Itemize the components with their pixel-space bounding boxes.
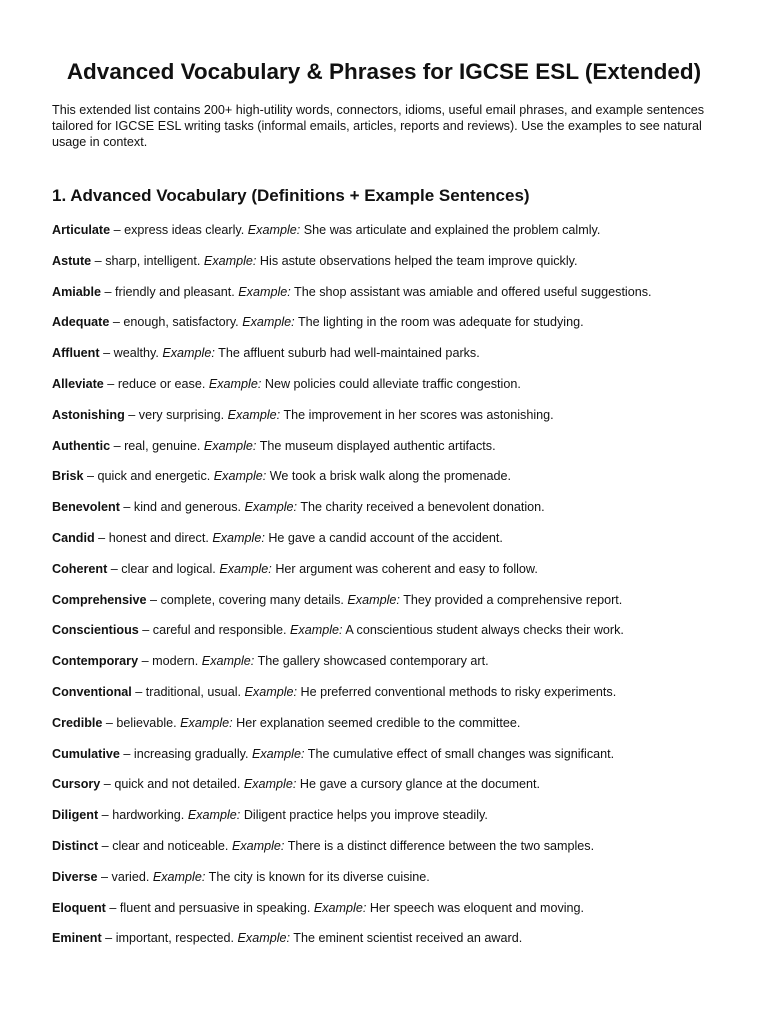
- vocab-definition: very surprising.: [138, 407, 225, 422]
- vocab-term: Eloquent: [52, 900, 106, 915]
- vocab-term: Adequate: [52, 315, 110, 330]
- intro-paragraph: This extended list contains 200+ high-utility words, connectors, idioms, useful email phrases, and example sentences tailored for IGCSE ESL writing tasks (informal emails, articles, reports and reviews). Use the examples to see natural usage in context.: [52, 103, 705, 149]
- vocab-example: Her explanation seemed credible to the committee.: [236, 715, 521, 730]
- entry-dash: –: [98, 838, 113, 853]
- vocab-term: Cumulative: [52, 746, 120, 761]
- vocab-entry: [52, 530, 716, 546]
- vocab-term: Eminent: [52, 931, 102, 946]
- vocab-definition: quick and energetic.: [97, 469, 211, 484]
- vocab-definition: wealthy.: [113, 346, 159, 361]
- vocab-example: Her speech was eloquent and moving.: [369, 900, 585, 915]
- example-label: Example:: [247, 223, 301, 237]
- vocab-term: Conscientious: [52, 623, 139, 638]
- vocab-definition: express ideas clearly.: [124, 223, 245, 237]
- vocab-term: Affluent: [52, 346, 100, 361]
- document-title: Advanced Vocabulary & Phrases for IGCSE ESL (Extended): [66, 59, 702, 84]
- example-label: Example:: [251, 746, 305, 761]
- vocab-definition: complete, covering many details.: [160, 592, 344, 607]
- vocab-example: The eminent scientist received an award.: [293, 931, 523, 946]
- vocab-example: The improvement in her scores was astonishing.: [283, 407, 554, 422]
- example-label: Example:: [242, 315, 295, 330]
- vocab-example: She was articulate and explained the problem calmly.: [303, 223, 601, 237]
- vocab-term: Comprehensive: [52, 592, 147, 607]
- vocab-entry: [52, 807, 716, 823]
- vocab-entry: [52, 684, 716, 700]
- vocab-definition: varied.: [111, 869, 150, 884]
- example-label: Example:: [187, 808, 241, 823]
- vocab-term: Amiable: [52, 284, 101, 299]
- example-label: Example:: [219, 561, 272, 576]
- example-label: Example:: [180, 715, 233, 730]
- example-label: Example:: [313, 900, 367, 915]
- vocab-example: A conscientious student always checks their work.: [345, 623, 624, 638]
- entry-dash: –: [103, 376, 118, 391]
- example-label: Example:: [347, 592, 400, 607]
- vocab-term: Diligent: [52, 808, 99, 823]
- entry-dash: –: [105, 900, 120, 915]
- example-label: Example:: [203, 253, 257, 268]
- vocab-entry: [52, 407, 716, 423]
- vocab-term: Diverse: [52, 869, 98, 884]
- vocab-term: Credible: [52, 715, 103, 730]
- vocab-term: Authentic: [52, 438, 111, 453]
- entry-dash: –: [138, 654, 153, 669]
- vocab-entry: [52, 284, 716, 300]
- vocab-entry: [52, 930, 716, 946]
- vocab-term: Astute: [52, 253, 92, 268]
- entry-dash: –: [98, 808, 113, 823]
- vocab-example: He preferred conventional methods to risky experiments.: [300, 684, 617, 699]
- vocab-entry: [52, 345, 716, 361]
- vocab-entry: [52, 746, 716, 762]
- vocab-example: The affluent suburb had well-maintained parks.: [218, 346, 480, 361]
- entry-dash: –: [97, 869, 112, 884]
- example-label: Example:: [237, 931, 291, 946]
- vocab-definition: sharp, intelligent.: [105, 253, 201, 268]
- vocab-entry: [52, 715, 716, 731]
- vocab-definition: kind and generous.: [133, 500, 242, 515]
- vocab-example: There is a distinct difference between the two samples.: [287, 838, 595, 853]
- example-label: Example:: [162, 346, 215, 361]
- entry-dash: –: [91, 253, 106, 268]
- example-label: Example:: [212, 530, 265, 545]
- vocab-example: Diligent practice helps you improve steadily.: [243, 808, 488, 823]
- vocab-definition: believable.: [116, 715, 177, 730]
- entry-dash: –: [138, 623, 153, 638]
- vocab-example: The shop assistant was amiable and offered useful suggestions.: [294, 284, 652, 299]
- vocab-definition: hardworking.: [112, 808, 185, 823]
- vocab-term: Conventional: [52, 684, 132, 699]
- entry-dash: –: [110, 438, 125, 453]
- vocab-definition: friendly and pleasant.: [115, 284, 235, 299]
- vocab-example: We took a brisk walk along the promenade.: [269, 469, 512, 484]
- vocab-example: The lighting in the room was adequate for studying.: [297, 315, 584, 330]
- vocab-example: The cumulative effect of small changes was significant.: [307, 746, 615, 761]
- entry-dash: –: [131, 684, 146, 699]
- vocabulary-list: [52, 222, 716, 946]
- vocab-example: Her argument was coherent and easy to follow.: [275, 561, 538, 576]
- entry-dash: –: [107, 561, 122, 576]
- vocab-term: Astonishing: [52, 407, 125, 422]
- vocab-entry: [52, 838, 716, 854]
- vocab-entry: [52, 592, 716, 608]
- entry-dash: –: [100, 777, 115, 792]
- example-label: Example:: [201, 654, 255, 669]
- vocab-definition: traditional, usual.: [145, 684, 241, 699]
- vocab-example: They provided a comprehensive report.: [403, 592, 623, 607]
- vocab-entry: [52, 869, 716, 885]
- section-heading: 1. Advanced Vocabulary (Definitions + Example Sentences): [52, 186, 530, 205]
- vocab-entry: [52, 468, 716, 484]
- vocab-entry: [52, 253, 716, 269]
- vocab-entry: [52, 561, 716, 577]
- vocab-term: Benevolent: [52, 500, 120, 515]
- vocab-term: Contemporary: [52, 654, 139, 669]
- vocab-example: The city is known for its diverse cuisine.: [208, 869, 430, 884]
- example-label: Example:: [203, 438, 257, 453]
- vocab-entry: [52, 222, 716, 238]
- entry-dash: –: [124, 407, 139, 422]
- example-label: Example:: [231, 838, 285, 853]
- vocab-entry: [52, 622, 716, 638]
- example-label: Example:: [290, 623, 343, 638]
- example-label: Example:: [244, 500, 298, 515]
- vocab-entry: [52, 314, 716, 330]
- entry-dash: –: [110, 223, 125, 237]
- vocab-term: Candid: [52, 530, 95, 545]
- vocab-definition: modern.: [152, 654, 199, 669]
- vocab-definition: honest and direct.: [108, 530, 209, 545]
- entry-dash: –: [99, 346, 114, 361]
- example-label: Example:: [208, 376, 262, 391]
- example-label: Example:: [244, 684, 297, 699]
- vocab-term: Coherent: [52, 561, 108, 576]
- example-label: Example:: [243, 777, 297, 792]
- vocab-entry: [52, 900, 716, 916]
- vocab-definition: fluent and persuasive in speaking.: [119, 900, 311, 915]
- entry-dash: –: [94, 530, 109, 545]
- entry-dash: –: [146, 592, 161, 607]
- entry-dash: –: [119, 500, 134, 515]
- vocab-entry: [52, 376, 716, 392]
- vocab-entry: [52, 653, 716, 669]
- vocab-definition: quick and not detailed.: [114, 777, 241, 792]
- vocab-example: He gave a cursory glance at the document.: [299, 777, 540, 792]
- vocab-definition: real, genuine.: [124, 438, 201, 453]
- entry-dash: –: [119, 746, 134, 761]
- vocab-definition: clear and noticeable.: [112, 838, 229, 853]
- vocab-term: Articulate: [52, 223, 111, 237]
- vocab-term: Distinct: [52, 838, 99, 853]
- entry-dash: –: [101, 931, 116, 946]
- example-label: Example:: [238, 284, 291, 299]
- example-label: Example:: [152, 869, 206, 884]
- vocab-entry: [52, 776, 716, 792]
- vocab-entry: [52, 499, 716, 515]
- vocab-definition: careful and responsible.: [152, 623, 287, 638]
- vocab-example: The charity received a benevolent donation.: [300, 500, 545, 515]
- example-label: Example:: [213, 469, 267, 484]
- entry-dash: –: [101, 284, 116, 299]
- example-label: Example:: [227, 407, 281, 422]
- vocab-definition: reduce or ease.: [117, 376, 206, 391]
- vocab-definition: important, respected.: [115, 931, 235, 946]
- vocab-definition: enough, satisfactory.: [123, 315, 239, 330]
- entry-dash: –: [109, 315, 124, 330]
- vocab-definition: increasing gradually.: [133, 746, 249, 761]
- vocab-example: His astute observations helped the team improve quickly.: [259, 253, 578, 268]
- vocab-example: The gallery showcased contemporary art.: [257, 654, 489, 669]
- vocab-entry: [52, 438, 716, 454]
- vocab-example: New policies could alleviate traffic congestion.: [264, 376, 521, 391]
- vocab-term: Alleviate: [52, 376, 104, 391]
- vocab-term: Cursory: [52, 777, 101, 792]
- entry-dash: –: [83, 469, 98, 484]
- vocab-example: He gave a candid account of the accident.: [268, 530, 503, 545]
- vocab-term: Brisk: [52, 469, 84, 484]
- entry-dash: –: [102, 715, 117, 730]
- vocab-example: The museum displayed authentic artifacts.: [259, 438, 496, 453]
- vocab-definition: clear and logical.: [121, 561, 216, 576]
